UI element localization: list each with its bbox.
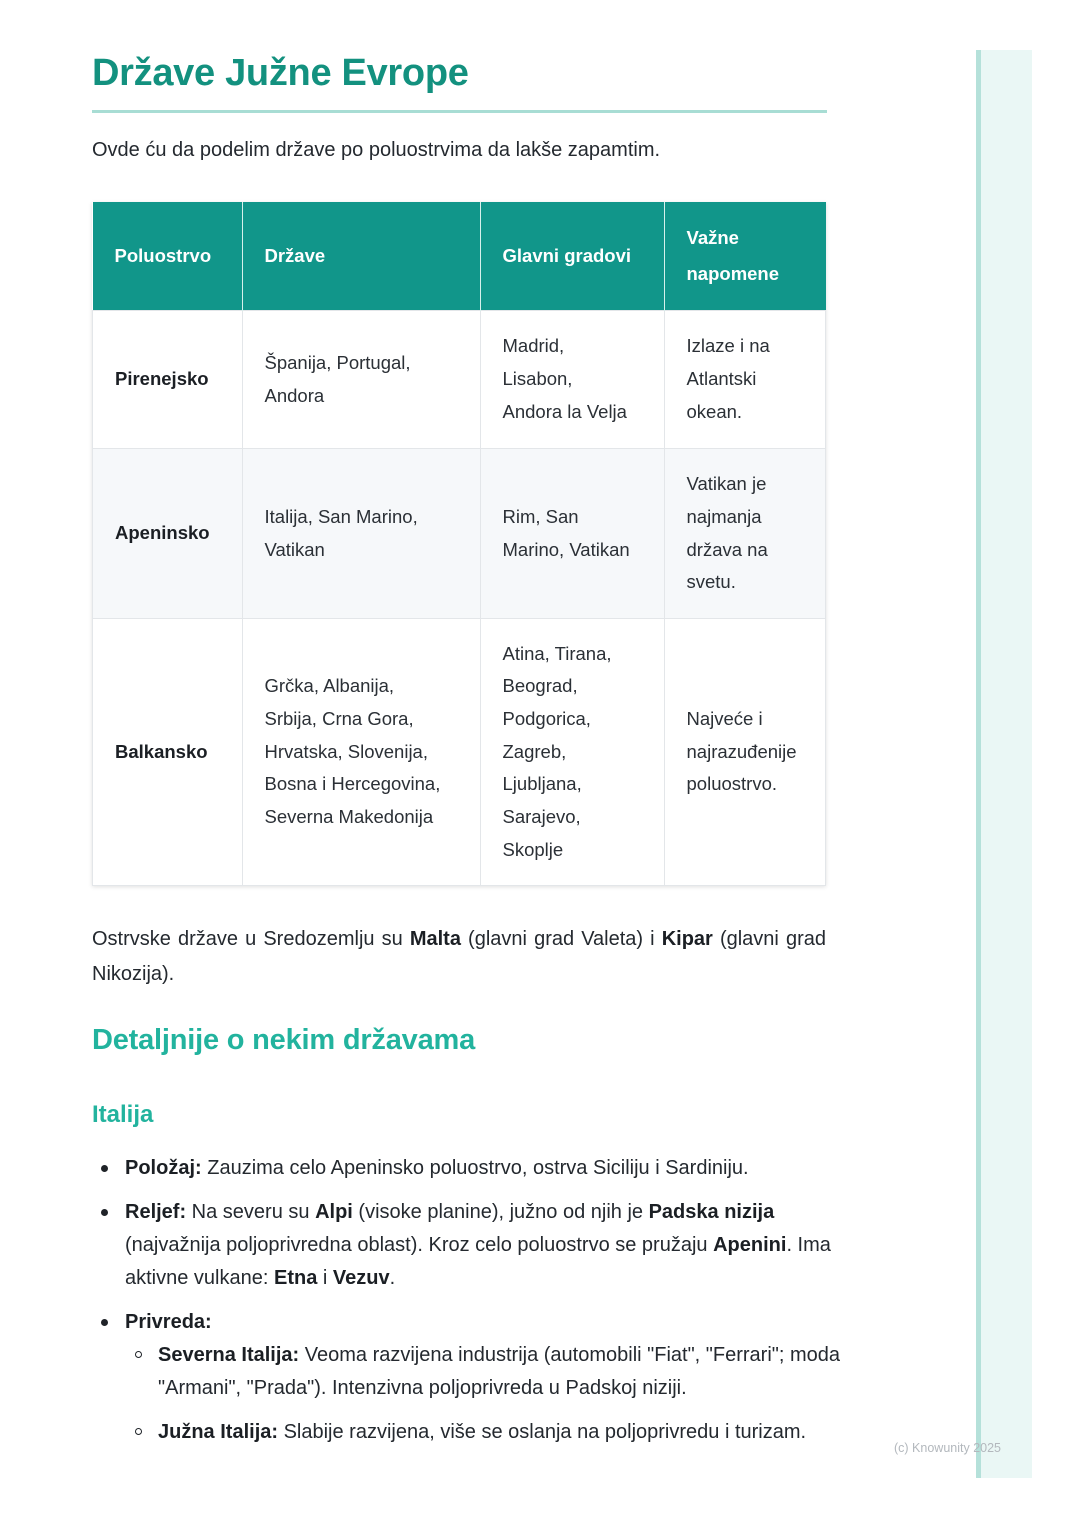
copyright-footer: (c) Knowunity 2025 bbox=[894, 1441, 1002, 1455]
table-row bbox=[93, 311, 826, 449]
text: Veoma razvijena industrija (automobili "Fiat", "Ferrari"; moda "Armani", "Prada"). Intenzivna poljoprivreda u Padskoj niziji. bbox=[158, 1344, 841, 1399]
page-title: Države Južne Evrope bbox=[92, 52, 469, 94]
header-countries: Države bbox=[242, 202, 480, 311]
cell-countries: Grčka, Albanija, Srbija, Crna Gora, Hrvatska, Slovenija, Bosna i Hercegovina, Severna Makedonija bbox=[242, 619, 480, 886]
title-divider bbox=[92, 110, 827, 113]
sublist-item-north bbox=[158, 1339, 865, 1405]
cell-notes: Izlaze i na Atlantski okean. bbox=[664, 311, 826, 449]
cell-peninsula: Apeninsko bbox=[93, 449, 243, 619]
text: Zauzima celo Apeninsko poluostrvo, ostrva Siciliju i Sardiniju. bbox=[201, 1157, 749, 1179]
text: Na severu su bbox=[186, 1201, 316, 1223]
label: Privreda: bbox=[125, 1311, 212, 1333]
label: Reljef: bbox=[125, 1201, 187, 1223]
intro-text: Ovde ću da podelim države po poluostrvima da lakše zapamtim. bbox=[92, 139, 661, 161]
islands-paragraph bbox=[92, 922, 826, 992]
bold-kipar: Kipar bbox=[661, 928, 713, 950]
text: Ostrvske države u Sredozemlju su bbox=[92, 928, 410, 950]
text: . bbox=[389, 1267, 396, 1289]
label: Južna Italija: bbox=[158, 1421, 279, 1443]
peninsula-table bbox=[92, 202, 826, 886]
bold: Padska nizija bbox=[648, 1201, 775, 1223]
section-heading: Detaljnije o nekim državama bbox=[92, 1024, 476, 1056]
list-item-reljef bbox=[125, 1196, 865, 1295]
cell-notes: Vatikan je najmanja država na svetu. bbox=[664, 449, 826, 619]
text: Slabije razvijena, više se oslanja na poljoprivredu i turizam. bbox=[278, 1421, 807, 1443]
cell-countries: Španija, Portugal, Andora bbox=[242, 311, 480, 449]
side-panel bbox=[976, 50, 1032, 1478]
cell-capitals: Atina, Tirana, Beograd, Podgorica, Zagreb, Ljubljana, Sarajevo, Skoplje bbox=[480, 619, 664, 886]
label: Severna Italija: bbox=[158, 1344, 300, 1366]
list-item-privreda bbox=[125, 1306, 865, 1449]
subsection-heading: Italija bbox=[92, 1101, 154, 1128]
header-capitals: Glavni gradovi bbox=[480, 202, 664, 311]
list-item-polozaj bbox=[125, 1152, 865, 1185]
bold: Etna bbox=[273, 1267, 318, 1289]
cell-peninsula: Pirenejsko bbox=[93, 311, 243, 449]
bold: Vezuv bbox=[332, 1267, 390, 1289]
table-header-row bbox=[93, 202, 826, 311]
header-peninsula: Poluostrvo bbox=[93, 202, 243, 311]
header-notes: Važne napomene bbox=[664, 202, 826, 311]
text: (glavni grad Nikozija). bbox=[92, 928, 826, 985]
cell-capitals: Rim, San Marino, Vatikan bbox=[480, 449, 664, 619]
label: Položaj: bbox=[125, 1157, 202, 1179]
text: . Ima aktivne vulkane: bbox=[125, 1234, 831, 1289]
privreda-sublist bbox=[125, 1339, 865, 1449]
cell-peninsula: Balkansko bbox=[93, 619, 243, 886]
cell-notes: Najveće i najrazuđenije poluostrvo. bbox=[664, 619, 826, 886]
italy-list bbox=[92, 1152, 865, 1460]
table-row bbox=[93, 449, 826, 619]
table-row bbox=[93, 619, 826, 886]
bold: Apenini bbox=[713, 1234, 787, 1256]
text: (glavni grad Valeta) i bbox=[460, 928, 662, 950]
cell-capitals: Madrid, Lisabon, Andora la Velja bbox=[480, 311, 664, 449]
bold: Alpi bbox=[315, 1201, 353, 1223]
text: (najvažnija poljoprivredna oblast). Kroz celo poluostrvo se pružaju bbox=[125, 1234, 714, 1256]
sublist-item-south bbox=[158, 1416, 865, 1449]
cell-countries: Italija, San Marino, Vatikan bbox=[242, 449, 480, 619]
text: (visoke planine), južno od njih je bbox=[352, 1201, 649, 1223]
text: i bbox=[317, 1267, 333, 1289]
bold-malta: Malta bbox=[409, 928, 461, 950]
